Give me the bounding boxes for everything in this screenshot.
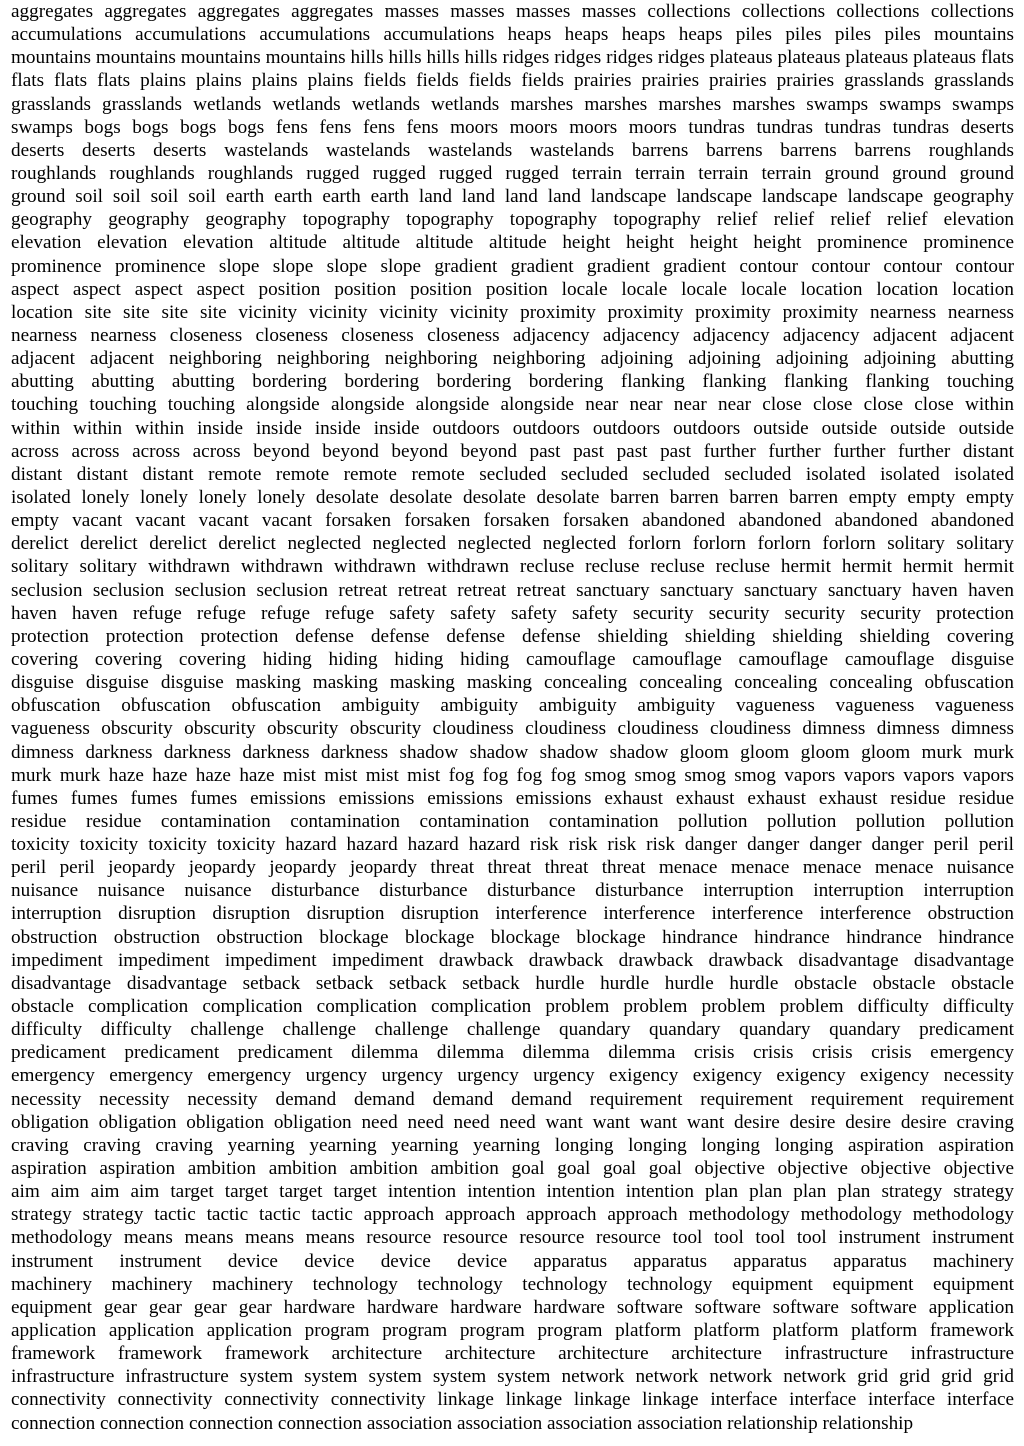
text-line: prominence prominence slope slope slope slope gradient gradient gradient gradient contour contour contour contour xyxy=(11,255,1014,277)
text-line: ground soil soil soil soil earth earth earth earth land land land land landscape landscape landscape landscape geography xyxy=(11,186,1014,208)
text-line: peril peril jeopardy jeopardy jeopardy jeopardy threat threat threat threat menace menace menace menace nuisance xyxy=(11,857,1014,879)
text-line: isolated lonely lonely lonely lonely desolate desolate desolate desolate barren barren barren barren empty empty empty xyxy=(11,486,1014,508)
text-line: solitary solitary withdrawn withdrawn withdrawn withdrawn recluse recluse recluse recluse hermit hermit hermit hermit xyxy=(11,556,1014,578)
text-line: accumulations accumulations accumulations accumulations heaps heaps heaps heaps piles piles piles piles mountains xyxy=(11,24,1014,46)
text-line: roughlands roughlands roughlands rugged rugged rugged rugged terrain terrain terrain terrain ground ground ground xyxy=(11,162,1014,184)
text-line: aim aim aim aim target target target target intention intention intention intention plan plan plan plan strategy strategy xyxy=(11,1181,1014,1203)
text-line: emergency emergency emergency urgency urgency urgency urgency exigency exigency exigency exigency necessity xyxy=(11,1065,1014,1087)
text-line: protection protection protection defense defense defense defense shielding shielding shielding shielding covering xyxy=(11,625,1014,647)
text-line: deserts deserts deserts wastelands wastelands wastelands wastelands barrens barrens barrens barrens roughlands xyxy=(11,139,1014,161)
text-line: within within within inside inside inside inside outdoors outdoors outdoors outdoors outside outside outside outside xyxy=(11,417,1014,439)
text-line: obligation obligation obligation obligation need need need need want want want want desire desire desire desire craving xyxy=(11,1111,1014,1133)
text-line: across across across across beyond beyond beyond beyond past past past past further further further further distant xyxy=(11,440,1014,462)
text-line: infrastructure infrastructure system system system system system network network network network grid grid grid grid xyxy=(11,1366,1014,1388)
text-line: aspect aspect aspect aspect position position position position locale locale locale locale location location location xyxy=(11,278,1014,300)
text-line: swamps bogs bogs bogs bogs fens fens fens fens moors moors moors moors tundras tundras tundras tundras deserts xyxy=(11,116,1014,138)
text-line: distant distant distant remote remote remote remote secluded secluded secluded secluded isolated isolated isolated xyxy=(11,463,1014,485)
text-line: location site site site site vicinity vicinity vicinity vicinity proximity proximity proximity proximity nearness nearness xyxy=(11,301,1014,323)
text-line: interruption disruption disruption disruption disruption interference interference interference interference obstruction xyxy=(11,903,1014,925)
text-line: aspiration aspiration ambition ambition ambition ambition goal goal goal goal objective objective objective objective xyxy=(11,1158,1014,1180)
text-line: murk murk haze haze haze haze mist mist mist mist fog fog fog fog smog smog smog smog vapors vapors vapors vapors xyxy=(11,764,1014,786)
text-line: obfuscation obfuscation obfuscation ambiguity ambiguity ambiguity ambiguity vagueness vagueness vagueness xyxy=(11,695,1014,717)
text-line: adjacent adjacent neighboring neighboring neighboring neighboring adjoining adjoining adjoining adjoining abutting xyxy=(11,348,1014,370)
text-line: connectivity connectivity connectivity connectivity linkage linkage linkage linkage interface interface interface interface xyxy=(11,1389,1014,1411)
text-line: craving craving craving yearning yearning yearning yearning longing longing longing longing aspiration aspiration xyxy=(11,1134,1014,1156)
text-line: toxicity toxicity toxicity toxicity hazard hazard hazard hazard risk risk risk risk danger danger danger danger peril peril xyxy=(11,834,1014,856)
text-line: grasslands grasslands wetlands wetlands wetlands wetlands marshes marshes marshes marshes swamps swamps swamps xyxy=(11,93,1014,115)
text-line: elevation elevation elevation altitude altitude altitude altitude height height height height prominence prominence xyxy=(11,232,1014,254)
text-line: mountains mountains mountains mountains hills hills hills hills ridges ridges ridges ridges plateaus plateaus plateaus plateaus flats xyxy=(11,47,1014,69)
text-line: disguise disguise disguise masking masking masking masking concealing concealing concealing concealing obfuscation xyxy=(11,672,1014,694)
text-line: vagueness obscurity obscurity obscurity obscurity cloudiness cloudiness cloudiness cloudiness dimness dimness dimness xyxy=(11,718,1014,740)
text-line: difficulty difficulty challenge challenge challenge challenge quandary quandary quandary quandary predicament xyxy=(11,1019,1014,1041)
text-line: connection connection connection connection association association association association relationship relationship xyxy=(11,1412,914,1434)
text-line: obstacle complication complication complication complication problem problem problem problem difficulty difficulty xyxy=(11,996,1014,1018)
text-line: equipment gear gear gear gear hardware hardware hardware hardware software software software software application xyxy=(11,1296,1014,1318)
text-line: nuisance nuisance nuisance disturbance disturbance disturbance disturbance interruption interruption interruption xyxy=(11,880,1014,902)
text-line: machinery machinery machinery technology technology technology technology equipment equipment equipment xyxy=(11,1273,1014,1295)
text-line: derelict derelict derelict derelict neglected neglected neglected neglected forlorn forlorn forlorn forlorn solitary solitary xyxy=(11,533,1014,555)
text-line: residue residue contamination contamination contamination contamination pollution pollution pollution pollution xyxy=(11,810,1014,832)
text-line: necessity necessity necessity demand demand demand demand requirement requirement requirement requirement xyxy=(11,1088,1014,1110)
text-line: obstruction obstruction obstruction blockage blockage blockage blockage hindrance hindrance hindrance hindrance xyxy=(11,926,1014,948)
text-line: predicament predicament predicament dilemma dilemma dilemma dilemma crisis crisis crisis crisis emergency xyxy=(11,1042,1014,1064)
text-line: aggregates aggregates aggregates aggregates masses masses masses masses collections collections collections collections xyxy=(11,1,1014,22)
text-line: methodology means means means means resource resource resource resource tool tool tool tool instrument instrument xyxy=(11,1227,1014,1249)
text-line: seclusion seclusion seclusion seclusion retreat retreat retreat retreat sanctuary sanctuary sanctuary sanctuary haven haven xyxy=(11,579,1014,601)
text-line: covering covering covering hiding hiding hiding hiding camouflage camouflage camouflage camouflage disguise xyxy=(11,648,1014,670)
text-line: application application application program program program program platform platform platform platform framework xyxy=(11,1320,1014,1342)
text-line: framework framework framework architecture architecture architecture architecture infrastructure infrastructure xyxy=(11,1343,1014,1365)
text-line: fumes fumes fumes fumes emissions emissions emissions emissions exhaust exhaust exhaust exhaust residue residue xyxy=(11,787,1014,809)
text-line: flats flats flats plains plains plains plains fields fields fields fields prairies prairies prairies prairies grasslands grasslands xyxy=(11,70,1014,92)
text-line: dimness darkness darkness darkness darkness shadow shadow shadow shadow gloom gloom gloom gloom murk murk xyxy=(11,741,1014,763)
text-line: impediment impediment impediment impediment drawback drawback drawback drawback disadvantage disadvantage xyxy=(11,949,1014,971)
text-line: touching touching touching alongside alongside alongside alongside near near near near close close close close within xyxy=(11,394,1014,416)
text-line: abutting abutting abutting bordering bordering bordering bordering flanking flanking flanking flanking touching xyxy=(11,371,1014,393)
text-line: instrument instrument device device device device apparatus apparatus apparatus apparatus machinery xyxy=(11,1250,1014,1272)
text-line: disadvantage disadvantage setback setback setback setback hurdle hurdle hurdle hurdle obstacle obstacle obstacle xyxy=(11,972,1014,994)
text-line: empty vacant vacant vacant vacant forsaken forsaken forsaken forsaken abandoned abandoned abandoned abandoned xyxy=(11,510,1014,532)
text-line: geography geography geography topography topography topography topography relief relief relief relief elevation xyxy=(11,209,1014,231)
text-line: haven haven refuge refuge refuge refuge safety safety safety safety security security security security protection xyxy=(11,602,1014,624)
text-line: strategy strategy tactic tactic tactic tactic approach approach approach approach methodology methodology methodology xyxy=(11,1204,1014,1226)
text-line: nearness nearness closeness closeness closeness closeness adjacency adjacency adjacency adjacency adjacent adjacent xyxy=(11,324,1014,346)
